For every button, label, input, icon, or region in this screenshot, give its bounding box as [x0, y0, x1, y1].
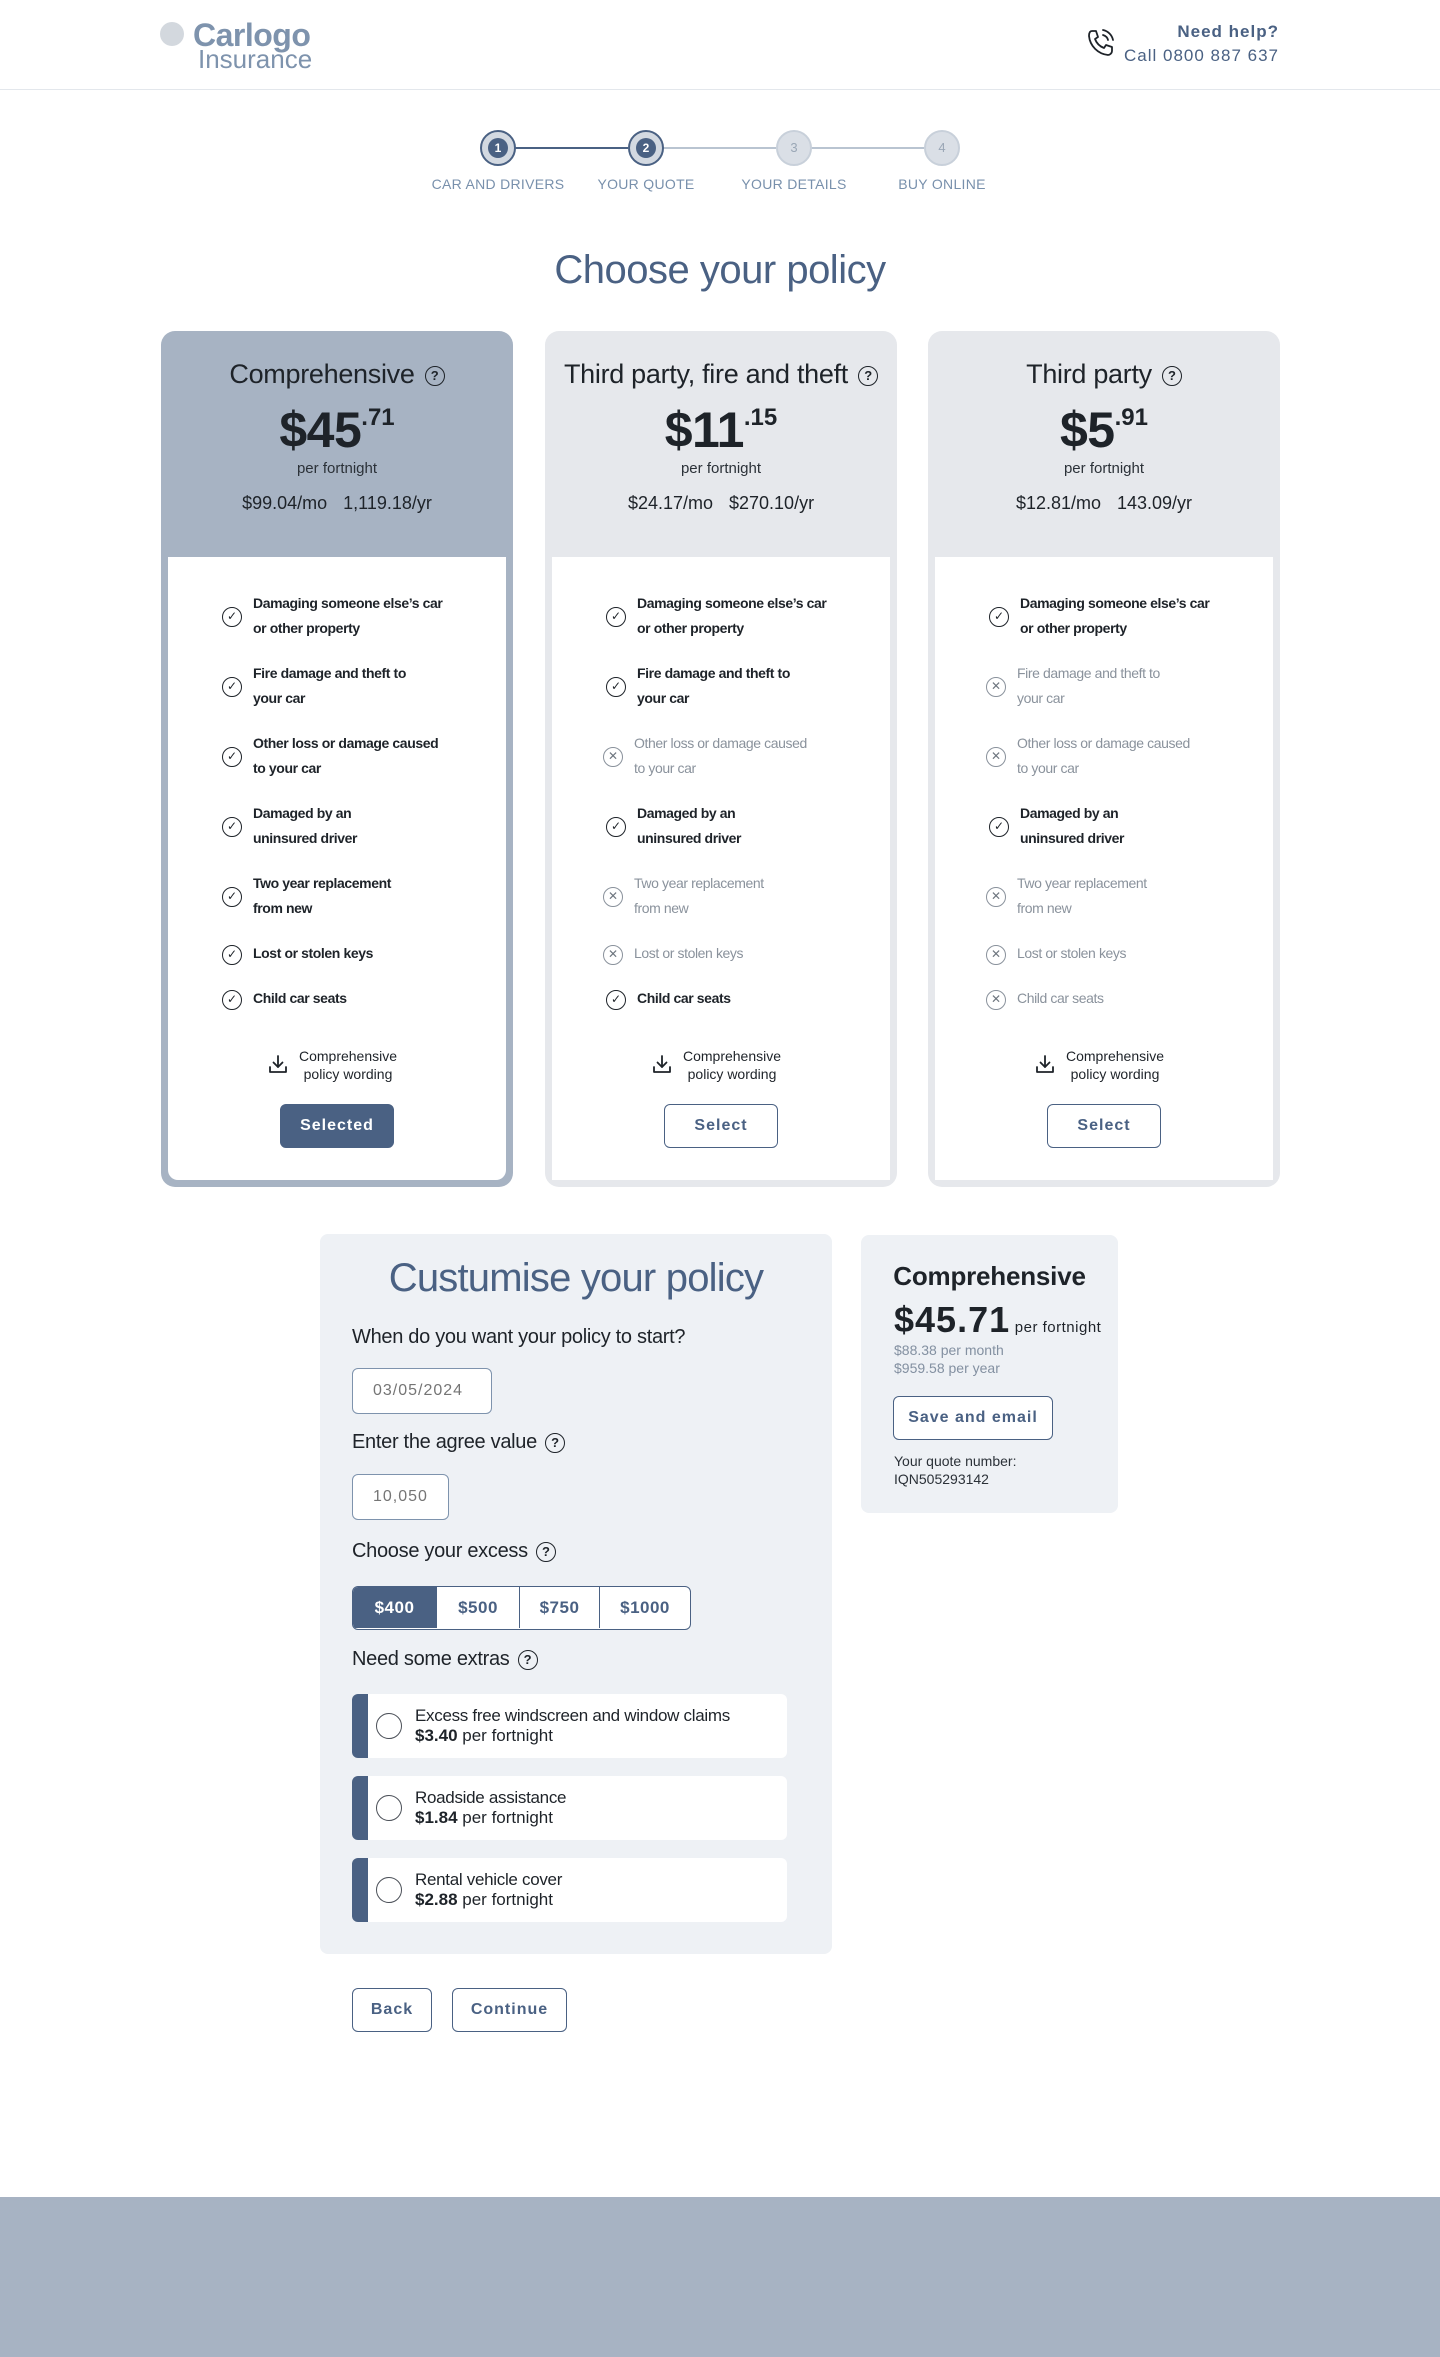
plan-feature: [168, 986, 506, 1042]
selected-plan-button[interactable]: Selected: [280, 1104, 394, 1148]
progress-stepper: [420, 128, 1020, 198]
plan-price: $45.71: [279, 402, 395, 458]
start-date-label: When do you want your policy to start?: [352, 1326, 686, 1348]
cross-circle-icon: ✕: [986, 677, 1006, 697]
plan-feature-text: Two year replacement from new: [1017, 875, 1147, 916]
plan-feature-text: Lost or stolen keys: [1017, 945, 1127, 961]
plan-feature: [935, 591, 1273, 647]
check-circle-icon: ✓: [222, 677, 242, 697]
site-footer: [0, 2197, 1440, 2357]
check-circle-icon: ✓: [222, 887, 242, 907]
check-circle-icon: ✓: [606, 990, 626, 1010]
plan-features: [168, 557, 506, 1180]
plan-header: [161, 331, 513, 557]
agree-value-label: Enter the agree value ?: [352, 1431, 565, 1454]
back-button[interactable]: Back: [352, 1988, 432, 2032]
plan-feature-text: Two year replacement from new: [253, 875, 392, 916]
plan-monthly-price: $99.04/mo: [242, 493, 328, 513]
logo-name: Carlogo: [193, 17, 311, 53]
plan-feature-text: Damaging someone else’s car or other property: [1020, 595, 1210, 636]
help-question-icon[interactable]: ?: [518, 1650, 538, 1670]
plan-price: $11.15: [664, 402, 778, 458]
start-date-input[interactable]: [352, 1368, 492, 1414]
cross-circle-icon: ✕: [986, 887, 1006, 907]
plan-feature-text: Lost or stolen keys: [253, 945, 373, 961]
step-1-label: CAR AND DRIVERS: [431, 176, 565, 192]
plan-header: [928, 331, 1280, 557]
cross-circle-icon: ✕: [986, 990, 1006, 1010]
plan-feature: [552, 731, 890, 787]
step-4-label: BUY ONLINE: [898, 176, 986, 192]
quote-summary: [861, 1235, 1118, 1513]
page-title: Choose your policy: [554, 248, 886, 292]
extra-option[interactable]: [352, 1776, 787, 1840]
excess-option-1000[interactable]: $1000: [620, 1598, 670, 1617]
plan-feature-text: Damaged by an uninsured driver: [1020, 805, 1125, 846]
plan-yearly-price: 143.09/yr: [1117, 493, 1193, 513]
plan-card[interactable]: [161, 331, 513, 1187]
extras-label: Need some extras ?: [352, 1648, 538, 1671]
policy-wording-text: Comprehensive policy wording: [298, 1048, 398, 1082]
check-circle-icon: ✓: [989, 817, 1009, 837]
check-circle-icon: ✓: [606, 607, 626, 627]
plan-feature: [168, 801, 506, 857]
extra-accent-bar: [352, 1776, 368, 1840]
agree-value-input[interactable]: [352, 1474, 449, 1520]
help-phone-link[interactable]: Call 0800 887 637: [1123, 46, 1279, 65]
extra-price: $1.84 per fortnight: [415, 1808, 553, 1827]
extra-radio[interactable]: [376, 1795, 402, 1821]
plan-price: $5.91: [1060, 402, 1148, 458]
plan-feature: [168, 731, 506, 787]
step-connector: [646, 147, 776, 149]
save-and-email-button[interactable]: Save and email: [893, 1396, 1053, 1440]
plan-feature: [552, 801, 890, 857]
extra-name: Excess free windscreen and window claims: [415, 1706, 730, 1725]
plan-yearly-price: $270.10/yr: [729, 493, 815, 513]
extra-accent-bar: [352, 1858, 368, 1922]
cross-circle-icon: ✕: [986, 945, 1006, 965]
plan-feature-text: Child car seats: [1017, 990, 1104, 1006]
step-connector: [498, 147, 628, 149]
excess-selector: [352, 1586, 691, 1630]
plan-name: Third party ?: [928, 359, 1280, 390]
plan-yearly-price: 1,119.18/yr: [343, 493, 432, 513]
help-question-icon[interactable]: ?: [536, 1542, 556, 1562]
check-circle-icon: ✓: [606, 677, 626, 697]
plan-feature: [552, 661, 890, 717]
plan-name: Third party, fire and theft ?: [545, 359, 897, 390]
download-icon: [1035, 1053, 1055, 1075]
plan-feature-text: Other loss or damage caused to your car: [253, 735, 439, 776]
plan-feature: [168, 871, 506, 927]
policy-wording-link[interactable]: [168, 1047, 506, 1087]
plan-feature-text: Fire damage and theft to your car: [637, 665, 790, 706]
plan-feature-text: Fire damage and theft to your car: [253, 665, 406, 706]
policy-wording-text: Comprehensive policy wording: [682, 1048, 782, 1082]
phone-icon: [1084, 26, 1118, 60]
summary-monthly: $88.38 per month: [894, 1342, 1004, 1358]
plan-features: [552, 557, 890, 1180]
excess-option-400[interactable]: $400: [353, 1587, 437, 1628]
plan-feature: [168, 661, 506, 717]
policy-wording-link[interactable]: [935, 1047, 1273, 1087]
logo-subname: Insurance: [198, 44, 313, 74]
plan-feature-text: Damaged by an uninsured driver: [253, 805, 358, 846]
plan-feature-text: Damaging someone else’s car or other property: [253, 595, 443, 636]
step-1-indicator: 1: [480, 130, 516, 166]
help-question-icon[interactable]: ?: [1162, 366, 1182, 386]
step-connector: [794, 147, 924, 149]
extra-option[interactable]: [352, 1858, 787, 1922]
customise-title: Custumise your policy: [388, 1256, 764, 1300]
step-3-label: YOUR DETAILS: [741, 176, 847, 192]
excess-option-500[interactable]: $500: [437, 1587, 520, 1628]
extra-price: $3.40 per fortnight: [415, 1726, 553, 1745]
step-2-label: YOUR QUOTE: [597, 176, 695, 192]
plan-feature: [935, 986, 1273, 1042]
plan-price-period: per fortnight: [296, 460, 378, 477]
check-circle-icon: ✓: [222, 747, 242, 767]
plan-price-period: per fortnight: [680, 460, 762, 477]
continue-button[interactable]: Continue: [452, 1988, 567, 2032]
excess-label: Choose your excess ?: [352, 1540, 556, 1563]
plan-feature-text: Child car seats: [253, 990, 347, 1006]
extra-radio[interactable]: [376, 1713, 402, 1739]
step-3-indicator: 3: [776, 130, 812, 166]
plan-header: [545, 331, 897, 557]
plan-feature: [935, 731, 1273, 787]
check-circle-icon: ✓: [606, 817, 626, 837]
quote-number: IQN505293142: [894, 1471, 989, 1487]
logo-mark: [160, 22, 184, 46]
plan-feature-text: Child car seats: [637, 990, 731, 1006]
customise-panel: [320, 1234, 832, 1954]
plan-feature-text: Lost or stolen keys: [634, 945, 744, 961]
step-2-indicator: 2: [628, 130, 664, 166]
summary-plan-name: Comprehensive: [893, 1261, 1086, 1291]
plan-feature-text: Other loss or damage caused to your car: [634, 735, 807, 776]
brand-logo[interactable]: [160, 17, 320, 74]
plan-price-period: per fortnight: [1063, 460, 1145, 477]
plan-feature-text: Fire damage and theft to your car: [1017, 665, 1160, 706]
plan-feature: [168, 591, 506, 647]
download-icon: [268, 1053, 288, 1075]
plan-feature: [935, 801, 1273, 857]
plan-feature: [552, 591, 890, 647]
check-circle-icon: ✓: [222, 817, 242, 837]
help-title: Need help?: [1177, 22, 1279, 41]
plan-feature: [552, 986, 890, 1042]
summary-price: $45.71 per fortnight: [894, 1299, 1102, 1340]
plan-alt-prices: [928, 493, 1280, 514]
extra-radio[interactable]: [376, 1877, 402, 1903]
select-plan-button[interactable]: Select: [664, 1104, 778, 1148]
extra-accent-bar: [352, 1694, 368, 1758]
extra-option[interactable]: [352, 1694, 787, 1758]
policy-wording-text: Comprehensive policy wording: [1065, 1048, 1165, 1082]
plan-monthly-price: $12.81/mo: [1015, 493, 1101, 513]
excess-option-750[interactable]: $750: [520, 1587, 600, 1628]
plan-feature-text: Damaged by an uninsured driver: [637, 805, 742, 846]
plan-monthly-price: $24.17/mo: [627, 493, 713, 513]
help-question-icon[interactable]: ?: [858, 366, 878, 386]
extra-price: $2.88 per fortnight: [415, 1890, 553, 1909]
extra-name: Rental vehicle cover: [415, 1870, 563, 1889]
plan-feature: [935, 661, 1273, 717]
help-question-icon[interactable]: ?: [545, 1433, 565, 1453]
plan-card[interactable]: [928, 331, 1280, 1187]
help-question-icon[interactable]: ?: [425, 366, 445, 386]
plan-card[interactable]: [545, 331, 897, 1187]
cross-circle-icon: ✕: [603, 945, 623, 965]
policy-wording-link[interactable]: [552, 1047, 890, 1087]
plan-feature-text: Other loss or damage caused to your car: [1017, 735, 1190, 776]
plan-alt-prices: [161, 493, 513, 514]
site-header: [0, 0, 1440, 90]
plan-alt-prices: [545, 493, 897, 514]
cross-circle-icon: ✕: [603, 887, 623, 907]
plan-features: [935, 557, 1273, 1180]
plan-feature-text: Two year replacement from new: [634, 875, 764, 916]
check-circle-icon: ✓: [222, 607, 242, 627]
download-icon: [652, 1053, 672, 1075]
cross-circle-icon: ✕: [603, 747, 623, 767]
plan-feature: [935, 871, 1273, 927]
cross-circle-icon: ✕: [986, 747, 1006, 767]
plan-feature: [552, 871, 890, 927]
check-circle-icon: ✓: [222, 945, 242, 965]
check-circle-icon: ✓: [989, 607, 1009, 627]
summary-yearly: $959.58 per year: [894, 1360, 1000, 1376]
plan-feature-text: Damaging someone else’s car or other property: [637, 595, 827, 636]
extra-name: Roadside assistance: [415, 1788, 567, 1807]
quote-number-label: Your quote number:: [894, 1453, 1017, 1469]
select-plan-button[interactable]: Select: [1047, 1104, 1161, 1148]
step-4-indicator: 4: [924, 130, 960, 166]
plan-name: Comprehensive ?: [161, 359, 513, 390]
check-circle-icon: ✓: [222, 990, 242, 1010]
